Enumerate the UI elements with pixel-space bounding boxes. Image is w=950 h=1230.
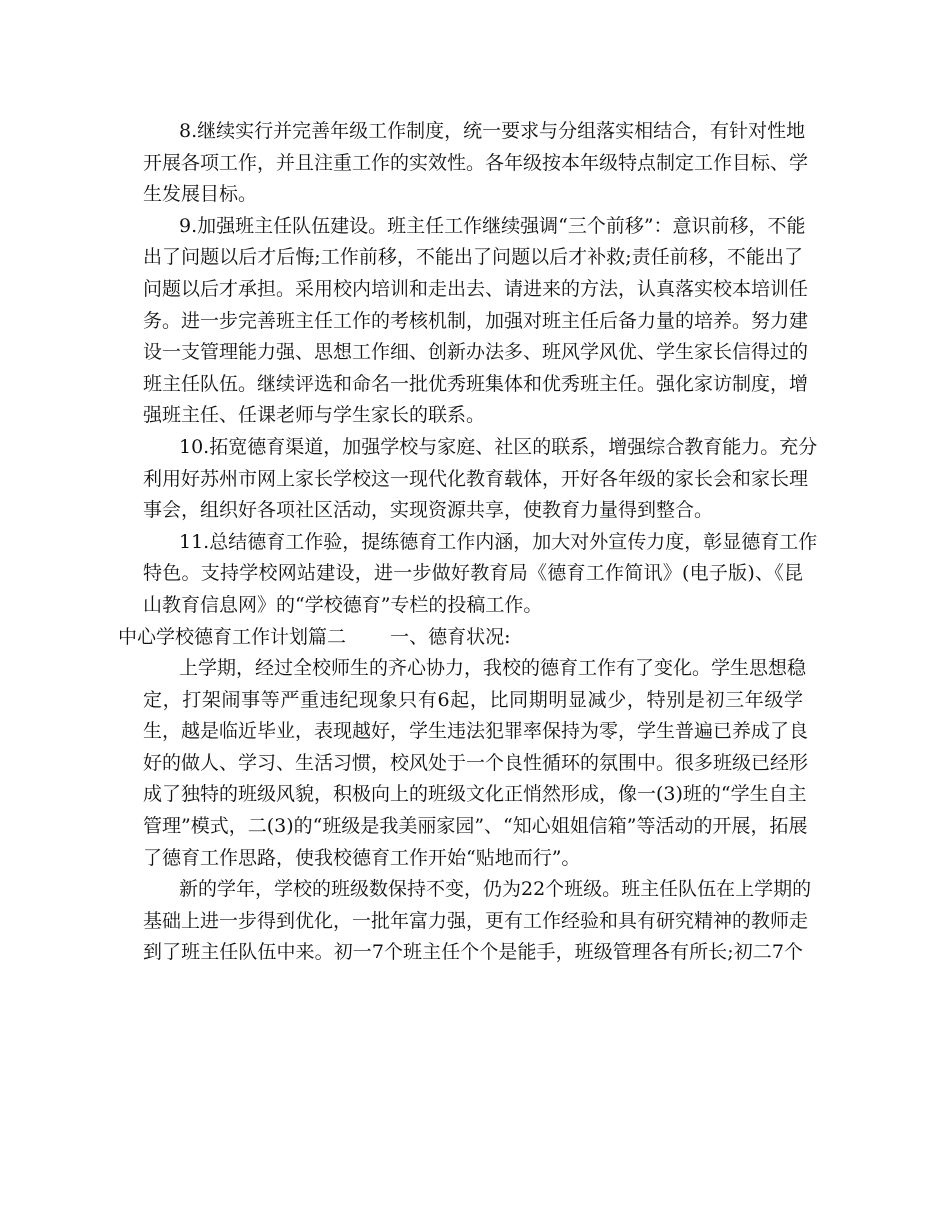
section-subtitle: 一、德育状况:	[390, 625, 511, 648]
paragraph-8	[143, 116, 809, 211]
text-line: 8.继续实行并完善年级工作制度，统一要求与分组落实相结合，有针对性地	[179, 120, 806, 142]
text-line: 好的做人、学习、生活习惯，校风处于一个良性循环的氛围中。很多班级已经形	[143, 751, 809, 774]
text-line: 成了独特的班级风貌，积极向上的班级文化正悄然形成，像一(3)班的“学生自主	[143, 783, 807, 806]
text-line: 问题以后才承担。采用校内培训和走出去、请进来的方法，认真落实校本培训任	[143, 277, 809, 300]
paragraph-10	[143, 432, 818, 527]
paragraph-new-year	[143, 874, 812, 969]
text-line: 开展各项工作，并且注重工作的实效性。各年级按本年级特点制定工作目标、学	[143, 151, 809, 174]
text-line: 到了班主任队伍中来。初一7个班主任个个是能手，班级管理各有所长;初二7个	[143, 941, 803, 964]
text-line: 出了问题以后才后悔;工作前移，不能出了问题以后才补救;责任前移，不能出了	[143, 246, 803, 269]
text-line: 新的学年，学校的班级数保持不变，仍为22个班级。班主任队伍在上学期的	[179, 878, 812, 901]
paragraph-11	[143, 527, 818, 622]
text-line: 山教育信息网》的“学校德育”专栏的投稿工作。	[143, 593, 543, 616]
text-line: 10.拓宽德育渠道，加强学校与家庭、社区的联系，增强综合教育能力。充分	[179, 435, 818, 458]
text-line: 务。进一步完善班主任工作的考核机制，加强对班主任后备力量的培养。努力建	[143, 309, 809, 332]
text-line: 班主任队伍。继续评选和命名一批优秀班集体和优秀班主任。强化家访制度，增	[143, 372, 809, 395]
text-line: 上学期，经过全校师生的齐心协力，我校的德育工作有了变化。学生思想稳	[179, 657, 807, 680]
text-line: 11.总结德育工作验，提练德育工作内涵，加大对外宣传力度，彰显德育工作	[179, 530, 818, 553]
text-line: 特色。支持学校网站建设，进一步做好教育局《德育工作简讯》(电子版)、《昆	[143, 562, 803, 585]
paragraph-status	[143, 653, 809, 874]
section-title: 中心学校德育工作计划篇二	[118, 625, 347, 648]
section-heading	[118, 622, 803, 654]
text-line: 生，越是临近毕业，表现越好，学生违法犯罪率保持为零，学生普遍已养成了良	[143, 720, 809, 743]
text-line: 定，打架闹事等严重违纪现象只有6起，比同期明显减少，特别是初三年级学	[143, 688, 803, 711]
text-line: 管理”模式，二(3)的“班级是我美丽家园”、“知心姐姐信箱”等活动的开展，拓展	[143, 815, 808, 838]
text-line: 强班主任、任课老师与学生家长的联系。	[143, 404, 486, 427]
text-line: 设一支管理能力强、思想工作细、创新办法多、班风学风优、学生家长信得过的	[143, 341, 809, 364]
paragraph-9	[143, 211, 809, 432]
text-line: 基础上进一步得到优化，一批年富力强，更有工作经验和具有研究精神的教师走	[143, 909, 809, 932]
text-line: 9.加强班主任队伍建设。班主任工作继续强调“三个前移”：意识前移，不能	[179, 214, 806, 237]
document-body	[118, 116, 818, 969]
text-line: 了德育工作思路，使我校德育工作开始“贴地而行”。	[143, 846, 581, 869]
text-line: 利用好苏州市网上家长学校这一现代化教育载体，开好各年级的家长会和家长理	[143, 467, 809, 490]
text-line: 事会，组织好各项社区活动，实现资源共享，使教育力量得到整合。	[143, 499, 714, 522]
text-line: 生发展目标。	[143, 183, 258, 206]
